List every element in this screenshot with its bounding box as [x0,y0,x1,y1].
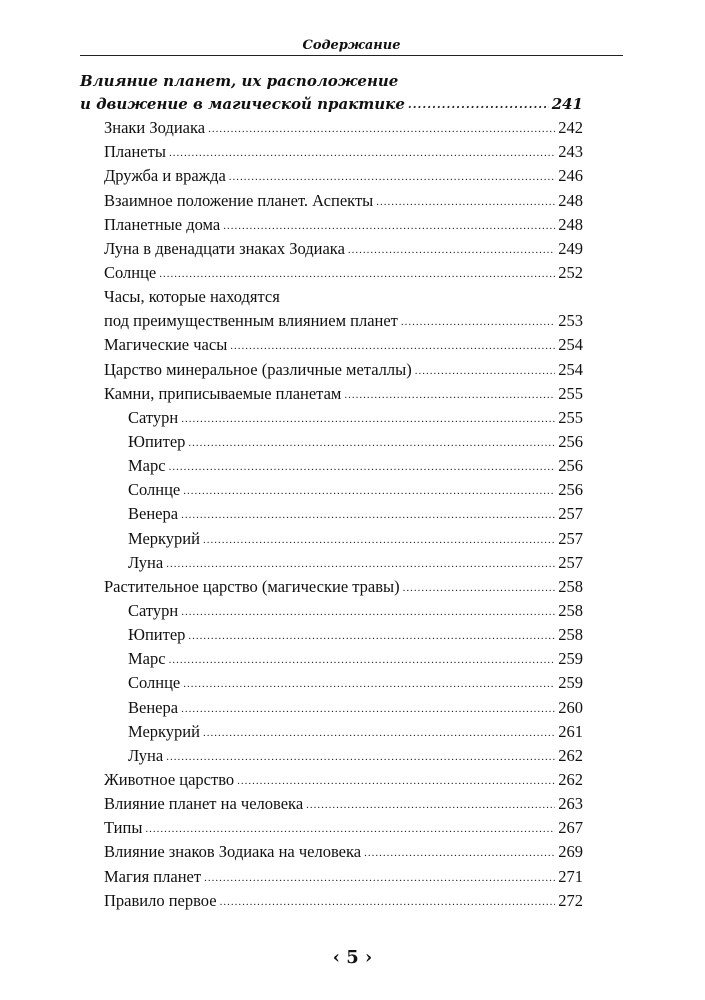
entry-page-number: 249 [558,238,583,258]
entry-page-number: 272 [558,890,583,910]
entry-page-number: 248 [558,214,583,234]
toc-entry[interactable] [80,164,583,188]
toc-entry[interactable] [80,575,583,599]
dot-leader [230,334,555,358]
toc-subentry[interactable] [80,478,583,502]
entry-title: Влияние знаков Зодиака на человека [104,842,362,862]
dot-leader [306,793,555,817]
dot-leader [203,528,555,552]
dot-leader [183,479,555,503]
toc-subentry[interactable] [80,454,583,478]
dot-leader [181,407,555,431]
dot-leader [344,383,555,407]
entry-title-line1: Часы, которые находятся [104,287,280,307]
dot-leader [169,455,556,479]
toc-subentry[interactable] [80,647,583,671]
entry-page-number: 255 [558,383,583,403]
toc-entry[interactable] [80,309,583,333]
entry-title: Дружба и вражда [104,166,226,186]
dot-leader [408,93,549,117]
dot-leader [181,600,555,624]
toc-subentry[interactable] [80,599,583,623]
entry-title: Солнце [128,480,181,500]
toc-entry[interactable] [80,213,583,237]
dot-leader [364,841,555,865]
entry-page-number: 259 [558,673,583,693]
entry-title: Знаки Зодиака [104,118,206,138]
dot-leader [204,866,555,890]
table-of-contents [80,70,583,913]
entry-page-number: 243 [558,142,583,162]
toc-subentry[interactable] [80,623,583,647]
dot-leader [208,117,555,141]
entry-title: Луна [128,552,164,572]
section-title-line1: Влияние планет, их расположение [80,72,399,90]
entry-page-number: 248 [558,190,583,210]
header-rule [80,55,623,56]
entry-page-number: 256 [558,431,583,451]
entry-title: Юпитер [128,431,186,451]
entry-title: Магия планет [104,866,202,886]
dot-leader [181,697,555,721]
toc-subentry[interactable] [80,527,583,551]
toc-subentry[interactable] [80,744,583,768]
entry-page-number: 267 [558,818,583,838]
dot-leader [183,672,555,696]
dot-leader [348,238,555,262]
toc-subentry[interactable] [80,406,583,430]
toc-entry[interactable] [80,865,583,889]
entry-page-number: 254 [558,359,583,379]
toc-entry[interactable] [80,768,583,792]
toc-entry[interactable] [80,116,583,140]
section-title-line2: и движение в магической практике [80,95,405,113]
entry-title: Магические часы [104,335,228,355]
entry-title: Взаимное положение планет. Аспекты [104,190,374,210]
toc-entry[interactable] [80,840,583,864]
entry-title: Планетные дома [104,214,221,234]
entry-page-number: 258 [558,576,583,596]
dot-leader [181,503,555,527]
toc-entry[interactable] [80,816,583,840]
entry-title: Марс [128,456,166,476]
dot-leader [159,262,555,286]
entry-page-number: 256 [558,456,583,476]
entry-title: Царство минеральное (различные металлы) [104,359,412,379]
toc-subentry[interactable] [80,430,583,454]
entry-title: Правило первое [104,890,217,910]
entry-page-number: 253 [558,311,583,331]
dot-leader [169,648,556,672]
toc-entry[interactable] [80,792,583,816]
dot-leader [220,890,556,914]
entry-title: Животное царство [104,769,235,789]
entry-page-number: 262 [558,769,583,789]
entry-page-number: 242 [558,118,583,138]
entry-title: Марс [128,649,166,669]
entry-title: Меркурий [128,528,200,548]
entry-title: Венера [128,697,179,717]
toc-entry[interactable] [80,189,583,213]
dot-leader [401,310,555,334]
entry-page-number: 256 [558,480,583,500]
toc-subentry[interactable] [80,720,583,744]
toc-entry[interactable] [80,382,583,406]
entry-title: Солнце [128,673,181,693]
entry-title: Сатурн [128,407,179,427]
dot-leader [403,576,556,600]
entry-page-number: 261 [558,721,583,741]
dot-leader [229,165,555,189]
dot-leader [188,431,555,455]
entry-page-number: 258 [558,625,583,645]
entry-page-number: 257 [558,552,583,572]
entry-page-number: 271 [558,866,583,886]
entry-page-number: 263 [558,794,583,814]
dot-leader [203,721,555,745]
entry-title: Сатурн [128,600,179,620]
toc-entry[interactable] [80,889,583,913]
dot-leader [166,552,555,576]
entry-title: Солнце [104,262,157,282]
dot-leader [415,359,556,383]
toc-entry[interactable] [80,237,583,261]
toc-entry[interactable] [80,333,583,357]
entry-page-number: 257 [558,528,583,548]
entry-title: под преимущественным влиянием планет [104,311,398,331]
dot-leader [145,817,555,841]
entry-page-number: 255 [558,407,583,427]
entry-page-number: 260 [558,697,583,717]
dot-leader [237,769,555,793]
toc-entry[interactable] [80,140,583,164]
entry-page-number: 252 [558,262,583,282]
toc-entry[interactable] [80,358,583,382]
dot-leader [188,624,555,648]
entry-page-number: 254 [558,335,583,355]
entry-title: Планеты [104,142,166,162]
page-number-folio: ‹ 5 › [332,947,373,968]
toc-subentry[interactable] [80,551,583,575]
entry-title: Камни, приписываемые планетам [104,383,342,403]
entry-title: Луна в двенадцати знаках Зодиака [104,238,345,258]
entry-page-number: 258 [558,600,583,620]
entry-title: Типы [104,818,143,838]
entry-title: Венера [128,504,179,524]
entry-page-number: 262 [558,745,583,765]
entry-title: Юпитер [128,625,186,645]
entry-page-number: 257 [558,504,583,524]
dot-leader [376,190,555,214]
toc-subentry[interactable] [80,502,583,526]
entry-title: Меркурий [128,721,200,741]
dot-leader [223,214,555,238]
toc-subentry[interactable] [80,696,583,720]
entry-title: Влияние планет на человека [104,794,304,814]
entry-title: Луна [128,745,164,765]
dot-leader [166,745,555,769]
entry-title: Растительное царство (магические травы) [104,576,400,596]
dot-leader [169,141,555,165]
running-head: Содержание [302,38,401,53]
toc-entry[interactable] [80,261,583,285]
entry-page-number: 269 [558,842,583,862]
entry-page-number: 246 [558,166,583,186]
entry-page-number: 259 [558,649,583,669]
section-title-row[interactable] [80,92,583,116]
toc-subentry[interactable] [80,671,583,695]
section-page-number: 241 [551,95,583,113]
